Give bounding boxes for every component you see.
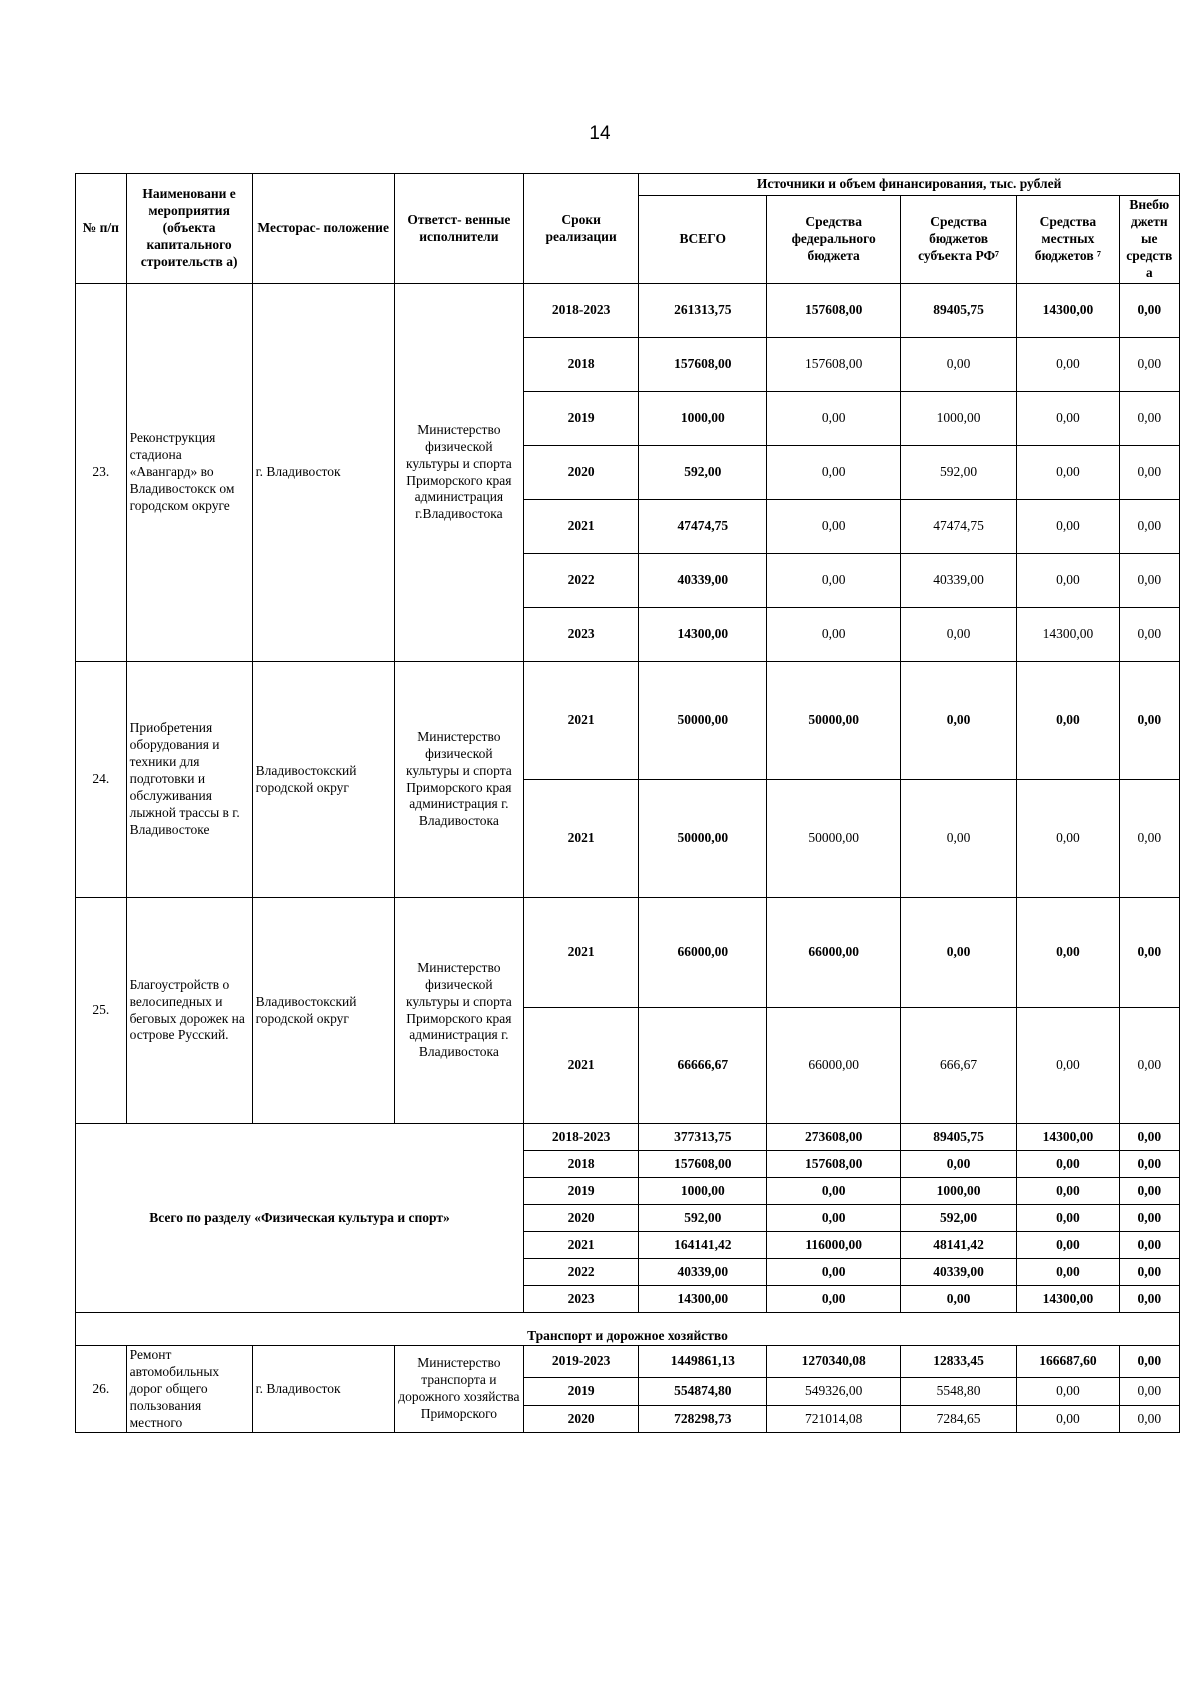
total-cell: 261313,75 [639,284,767,338]
local-cell: 0,00 [1017,1205,1119,1232]
subject-cell: 666,67 [900,1008,1016,1124]
period-cell: 2019 [524,1377,639,1405]
period-cell: 2021 [524,780,639,898]
local-cell: 0,00 [1017,898,1119,1008]
header-local: Средства местных бюджетов ⁷ [1017,196,1119,284]
offbudget-cell: 0,00 [1119,1259,1179,1286]
item-executors: Министерство физической культуры и спорта Приморского края администрация г. Владивостока [394,662,523,898]
total-cell: 50000,00 [639,780,767,898]
offbudget-cell: 0,00 [1119,662,1179,780]
subject-cell: 12833,45 [900,1346,1016,1378]
period-cell: 2021 [524,1008,639,1124]
subject-cell: 0,00 [900,898,1016,1008]
federal-cell: 0,00 [767,500,901,554]
item-location: г. Владивосток [252,1346,394,1433]
subject-cell: 592,00 [900,446,1016,500]
federal-cell: 0,00 [767,608,901,662]
total-cell: 66000,00 [639,898,767,1008]
federal-cell: 66000,00 [767,1008,901,1124]
federal-cell: 1270340,08 [767,1346,901,1378]
table-row [76,284,1180,338]
period-cell: 2021 [524,1232,639,1259]
header-sources: Источники и объем финансирования, тыс. рублей [639,174,1180,196]
header-executors: Ответст- венные исполнители [394,174,523,284]
period-cell: 2023 [524,1286,639,1313]
subject-cell: 592,00 [900,1205,1016,1232]
header-period: Сроки реализации [524,174,639,284]
item-name: Ремонт автомобильных дорог общего пользования местного [126,1346,252,1433]
local-cell: 166687,60 [1017,1346,1119,1378]
local-cell: 0,00 [1017,554,1119,608]
offbudget-cell: 0,00 [1119,1008,1179,1124]
local-cell: 0,00 [1017,1232,1119,1259]
total-cell: 47474,75 [639,500,767,554]
total-cell: 377313,75 [639,1124,767,1151]
total-cell: 1000,00 [639,392,767,446]
item-executors: Министерство физической культуры и спорта Приморского края администрация г. Владивостока [394,898,523,1124]
local-cell: 0,00 [1017,338,1119,392]
section-header-row [76,1313,1180,1346]
subject-cell: 89405,75 [900,284,1016,338]
subject-cell: 0,00 [900,338,1016,392]
subject-cell: 7284,65 [900,1405,1016,1433]
subject-cell: 1000,00 [900,1178,1016,1205]
period-cell: 2021 [524,662,639,780]
local-cell: 14300,00 [1017,1286,1119,1313]
subject-cell: 5548,80 [900,1377,1016,1405]
federal-cell: 0,00 [767,446,901,500]
period-cell: 2018 [524,338,639,392]
financing-table [75,173,1180,1433]
item-location: Владивостокский городской округ [252,662,394,898]
period-cell: 2019-2023 [524,1346,639,1378]
period-cell: 2023 [524,608,639,662]
local-cell: 0,00 [1017,662,1119,780]
subject-cell: 0,00 [900,780,1016,898]
local-cell: 0,00 [1017,1008,1119,1124]
offbudget-cell: 0,00 [1119,284,1179,338]
offbudget-cell: 0,00 [1119,500,1179,554]
total-cell: 554874,80 [639,1377,767,1405]
offbudget-cell: 0,00 [1119,608,1179,662]
total-cell: 592,00 [639,1205,767,1232]
federal-cell: 50000,00 [767,662,901,780]
federal-cell: 0,00 [767,1259,901,1286]
federal-cell: 50000,00 [767,780,901,898]
federal-cell: 116000,00 [767,1232,901,1259]
subject-cell: 0,00 [900,662,1016,780]
item-name: Благоустройств о велосипедных и беговых дорожек на острове Русский. [126,898,252,1124]
local-cell: 0,00 [1017,1178,1119,1205]
period-cell: 2019 [524,1178,639,1205]
local-cell: 0,00 [1017,392,1119,446]
total-cell: 157608,00 [639,338,767,392]
total-cell: 50000,00 [639,662,767,780]
table-row [76,662,1180,780]
period-cell: 2021 [524,898,639,1008]
offbudget-cell: 0,00 [1119,1346,1179,1378]
period-cell: 2020 [524,446,639,500]
total-cell: 1000,00 [639,1178,767,1205]
federal-cell: 0,00 [767,554,901,608]
table-row [76,1124,1180,1151]
subject-cell: 0,00 [900,1286,1016,1313]
local-cell: 0,00 [1017,1405,1119,1433]
period-cell: 2018-2023 [524,1124,639,1151]
offbudget-cell: 0,00 [1119,338,1179,392]
offbudget-cell: 0,00 [1119,1124,1179,1151]
item-location: г. Владивосток [252,284,394,662]
subject-cell: 1000,00 [900,392,1016,446]
total-cell: 592,00 [639,446,767,500]
federal-cell: 157608,00 [767,338,901,392]
federal-cell: 0,00 [767,1205,901,1232]
item-executors: Министерство физической культуры и спорта Приморского края администрация г.Владивостока [394,284,523,662]
item-name: Приобретения оборудования и техники для подготовки и обслуживания лыжной трассы в г. Владивостоке [126,662,252,898]
local-cell: 0,00 [1017,780,1119,898]
total-cell: 14300,00 [639,1286,767,1313]
offbudget-cell: 0,00 [1119,1286,1179,1313]
subject-cell: 0,00 [900,1151,1016,1178]
offbudget-cell: 0,00 [1119,1377,1179,1405]
federal-cell: 721014,08 [767,1405,901,1433]
local-cell: 0,00 [1017,446,1119,500]
local-cell: 0,00 [1017,1151,1119,1178]
offbudget-cell: 0,00 [1119,1151,1179,1178]
item-location: Владивостокский городской округ [252,898,394,1124]
table-row [76,1346,1180,1378]
header-federal: Средства федерального бюджета [767,196,901,284]
offbudget-cell: 0,00 [1119,554,1179,608]
total-cell: 157608,00 [639,1151,767,1178]
offbudget-cell: 0,00 [1119,1205,1179,1232]
header-subject: Средства бюджетов субъекта РФ⁷ [900,196,1016,284]
period-cell: 2022 [524,1259,639,1286]
total-cell: 40339,00 [639,1259,767,1286]
header-offbudget: Внебю джетн ые средств а [1119,196,1179,284]
period-cell: 2020 [524,1205,639,1232]
offbudget-cell: 0,00 [1119,1178,1179,1205]
item-num: 26. [76,1346,127,1433]
local-cell: 0,00 [1017,500,1119,554]
offbudget-cell: 0,00 [1119,392,1179,446]
federal-cell: 0,00 [767,1286,901,1313]
subject-cell: 40339,00 [900,554,1016,608]
total-cell: 66666,67 [639,1008,767,1124]
header-location: Месторас- положение [252,174,394,284]
total-cell: 728298,73 [639,1405,767,1433]
period-cell: 2018-2023 [524,284,639,338]
page-number: 14 [589,123,611,144]
local-cell: 14300,00 [1017,1124,1119,1151]
item-name: Реконструкция стадиона «Авангард» во Владивостокск ом городском округе [126,284,252,662]
table-row [76,898,1180,1008]
federal-cell: 549326,00 [767,1377,901,1405]
offbudget-cell: 0,00 [1119,446,1179,500]
header-total: ВСЕГО [639,196,767,284]
federal-cell: 157608,00 [767,284,901,338]
period-cell: 2021 [524,500,639,554]
offbudget-cell: 0,00 [1119,1232,1179,1259]
local-cell: 14300,00 [1017,608,1119,662]
federal-cell: 273608,00 [767,1124,901,1151]
period-cell: 2020 [524,1405,639,1433]
subject-cell: 48141,42 [900,1232,1016,1259]
item-num: 23. [76,284,127,662]
total-cell: 14300,00 [639,608,767,662]
section-title: Транспорт и дорожное хозяйство [76,1313,1180,1346]
subject-cell: 40339,00 [900,1259,1016,1286]
federal-cell: 0,00 [767,1178,901,1205]
item-executors: Министерство транспорта и дорожного хозяйства Приморского [394,1346,523,1433]
subject-cell: 47474,75 [900,500,1016,554]
local-cell: 0,00 [1017,1377,1119,1405]
offbudget-cell: 0,00 [1119,780,1179,898]
total-cell: 164141,42 [639,1232,767,1259]
offbudget-cell: 0,00 [1119,1405,1179,1433]
total-cell: 1449861,13 [639,1346,767,1378]
header-num: № п/п [76,174,127,284]
period-cell: 2022 [524,554,639,608]
header-name: Наименовани е мероприятия (объекта капитального строительств а) [126,174,252,284]
local-cell: 14300,00 [1017,284,1119,338]
offbudget-cell: 0,00 [1119,898,1179,1008]
item-num: 25. [76,898,127,1124]
section-total-label: Всего по разделу «Физическая культура и спорт» [76,1124,524,1313]
subject-cell: 89405,75 [900,1124,1016,1151]
federal-cell: 66000,00 [767,898,901,1008]
federal-cell: 0,00 [767,392,901,446]
federal-cell: 157608,00 [767,1151,901,1178]
period-cell: 2018 [524,1151,639,1178]
total-cell: 40339,00 [639,554,767,608]
period-cell: 2019 [524,392,639,446]
subject-cell: 0,00 [900,608,1016,662]
local-cell: 0,00 [1017,1259,1119,1286]
item-num: 24. [76,662,127,898]
